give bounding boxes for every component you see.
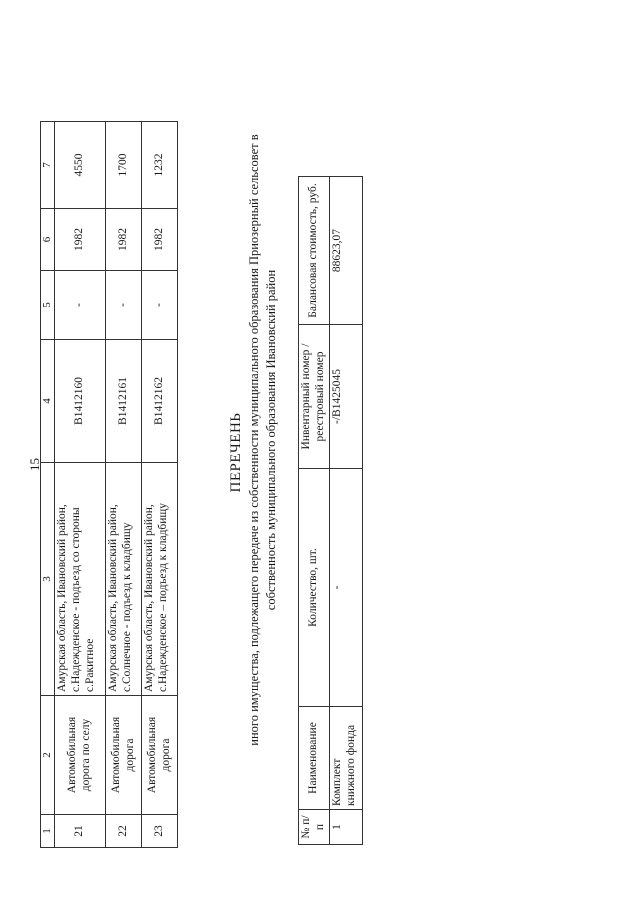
column-number: 1	[41, 815, 55, 848]
year-value: 1982	[142, 209, 178, 271]
column-number: 5	[41, 271, 55, 340]
table-row	[142, 122, 178, 848]
cost-value: 4550	[55, 122, 106, 209]
header-name: Наименование	[299, 707, 330, 810]
header-inventory: Инвентарный номер / реестровый номер	[299, 325, 330, 469]
header-number: № п/п	[299, 810, 330, 845]
row-number: 22	[106, 815, 142, 848]
column-number: 7	[41, 122, 55, 209]
property-table-continued	[40, 121, 178, 848]
row-number: 21	[55, 815, 106, 848]
item-value: 88623,07	[330, 177, 363, 325]
cost-value: 1232	[142, 122, 178, 209]
section-title: ПЕРЕЧЕНЬ	[228, 412, 244, 493]
table-row	[55, 122, 106, 848]
column-number: 2	[41, 696, 55, 815]
inventory-number: В1412161	[106, 340, 142, 463]
item-name: Комплект книжного фонда	[330, 707, 363, 810]
object-address: Амурская область, Ивановский район, с.Солнечное - подъезд к кладбищу	[106, 463, 142, 696]
page-number: 15	[27, 458, 42, 471]
row-number: 1	[330, 810, 363, 845]
inventory-number: В1412162	[142, 340, 178, 463]
object-address: Амурская область, Ивановский район, с.Надежденское - подъезд со стороны с.Ракитное	[55, 463, 106, 696]
column-5-value: -	[106, 271, 142, 340]
cost-value: 1700	[106, 122, 142, 209]
section-subtitle: иного имущества, подлежащего передаче из собственности муниципального образования Приозерный сельсовет в собственность муниципального образования Ивановский район	[247, 134, 278, 746]
table-row	[330, 177, 363, 845]
column-number: 4	[41, 340, 55, 463]
header-quantity: Количество, шт.	[299, 469, 330, 707]
transfer-list-table	[298, 176, 363, 845]
object-name: Автомобильная дорога по селу	[55, 696, 106, 815]
row-number: 23	[142, 815, 178, 848]
inventory-number: В1412160	[55, 340, 106, 463]
column-number: 6	[41, 209, 55, 271]
column-number: 3	[41, 463, 55, 696]
object-name: Автомобильная дорога	[106, 696, 142, 815]
item-inventory: -/В1425045	[330, 325, 363, 469]
year-value: 1982	[55, 209, 106, 271]
column-number-row	[41, 122, 55, 848]
object-name: Автомобильная дорога	[142, 696, 178, 815]
item-quantity: -	[330, 469, 363, 707]
table-row	[106, 122, 142, 848]
column-5-value: -	[142, 271, 178, 340]
column-5-value: -	[55, 271, 106, 340]
object-address: Амурская область, Ивановский район, с.Надежденское – подъезд к кладбищу	[142, 463, 178, 696]
header-value: Балансовая стоимость, руб.	[299, 177, 330, 325]
table-header-row	[299, 177, 330, 845]
year-value: 1982	[106, 209, 142, 271]
